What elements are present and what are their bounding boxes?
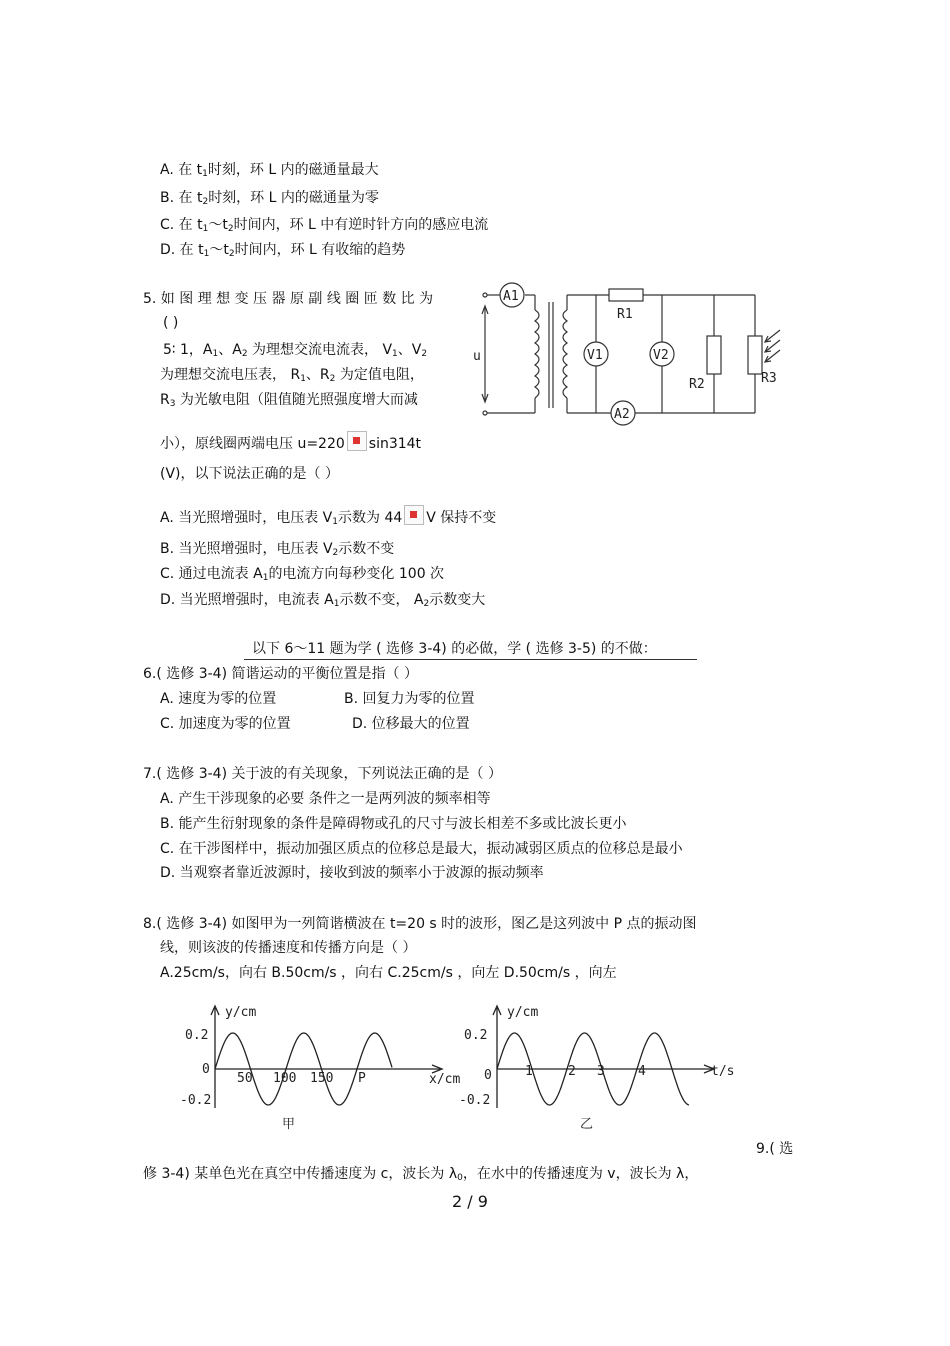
- jia-xlabel: x/cm: [429, 1072, 461, 1087]
- section-note-underline: [244, 659, 697, 660]
- ammeter-a1-label: A1: [503, 289, 519, 304]
- resistor-r2-label: R2: [689, 377, 705, 392]
- q6-stem: 6.( 选修 3-4) 简谐运动的平衡位置是指（ ）: [143, 666, 418, 682]
- voltmeter-v2-label: V2: [653, 348, 669, 363]
- jia-caption: 甲: [282, 1117, 296, 1132]
- resistor-r3-label: R3: [761, 371, 777, 386]
- yi-xtick-4: 4: [638, 1064, 646, 1079]
- q5-stem-line6: 小），原线圈两端电压 u=220 sin314t: [160, 431, 421, 453]
- q5-stem-line1: 5. 如 图 理 想 变 压 器 原 副 线 圈 匝 数 比 为: [143, 291, 434, 307]
- jia-xtick-150: 150: [310, 1071, 334, 1086]
- wave-graph-jia: [180, 1000, 470, 1135]
- q7-stem: 7.( 选修 3-4) 关于波的有关现象，下列说法正确的是（ ）: [143, 766, 502, 782]
- sqrt2-image: [404, 505, 424, 525]
- q6-option-c: C. 加速度为零的位置: [160, 716, 291, 732]
- yi-xlabel: t/s: [711, 1064, 735, 1079]
- jia-ytick-bot: -0.2: [180, 1093, 212, 1108]
- q9-stem-line2: 修 3-4) 某单色光在真空中传播速度为 c，波长为 $\lambda_0$，在水中的传播速度为 v，波长为 λ，: [143, 1166, 699, 1183]
- q4-option-a: A. 在 $t_1$时刻，环 L 内的磁通量最大: [160, 162, 379, 179]
- voltage-u-label: u: [473, 349, 481, 364]
- sqrt2-image: [347, 431, 367, 451]
- yi-xtick-2: 2: [568, 1064, 576, 1079]
- q8-stem-line2: 线，则该波的传播速度和传播方向是（ ）: [160, 940, 417, 956]
- q6-option-b: B. 回复力为零的位置: [344, 691, 475, 707]
- q7-option-c: C. 在干涉图样中，振动加强区质点的位移总是最大，振动减弱区质点的位移总是最小: [160, 841, 683, 857]
- resistor-r1-label: R1: [617, 307, 633, 322]
- q5-stem-line7: (V)，以下说法正确的是（ ）: [160, 466, 339, 482]
- q5-option-b: B. 当光照增强时，电压表 $V_2$示数不变: [160, 541, 395, 558]
- transformer-circuit-diagram: [475, 280, 795, 425]
- q6-option-d: D. 位移最大的位置: [352, 716, 470, 732]
- jia-xtick-50: 50: [237, 1071, 253, 1086]
- q5-stem-line2: ( ): [163, 315, 179, 331]
- vibration-graph-yi: [457, 1000, 747, 1135]
- yi-xtick-1: 1: [525, 1064, 533, 1079]
- q7-option-a: A. 产生干涉现象的必要 条件之一是两列波的频率相等: [160, 791, 491, 807]
- q5-stem-line4: 为理想交流电压表， $R_1$、$R_2$ 为定值电阻，: [160, 367, 424, 384]
- q5-option-a: A. 当光照增强时，电压表 $V_1$示数为 44 V 保持不变: [160, 505, 496, 531]
- yi-xtick-3: 3: [597, 1064, 605, 1079]
- yi-ylabel: y/cm: [507, 1005, 539, 1020]
- yi-caption: 乙: [580, 1117, 594, 1132]
- q5-stem-line3: 5∶ 1，$A_1$、$A_2$ 为理想交流电流表， $V_1$、$V_2$: [163, 342, 428, 359]
- q8-stem-line1: 8.( 选修 3-4) 如图甲为一列简谐横波在 t=20 s 时的波形，图乙是这列波中 P 点的振动图: [143, 916, 697, 932]
- q7-option-b: B. 能产生衍射现象的条件是障碍物或孔的尺寸与波长相差不多或比波长更小: [160, 816, 627, 832]
- jia-origin: 0: [202, 1062, 210, 1077]
- q4-option-d: D. 在 $t_1\sim t_2$时间内，环 L 有收缩的趋势: [160, 242, 406, 259]
- q8-options: A.25cm/s，向右 B.50cm/s ，向右 C.25cm/s ，向左 D.50cm/s ，向左: [160, 965, 617, 981]
- section-note: 以下 6～11 题为学 ( 选修 3-4) 的必做，学 ( 选修 3-5) 的不做：: [252, 641, 657, 657]
- q9-stem-line1: 9.( 选: [756, 1141, 794, 1157]
- q6-option-a: A. 速度为零的位置: [160, 691, 277, 707]
- q4-option-b: B. 在 $t_2$时刻，环 L 内的磁通量为零: [160, 190, 379, 207]
- voltmeter-v1-label: V1: [587, 348, 603, 363]
- yi-origin: 0: [484, 1068, 492, 1083]
- yi-ytick-bot: -0.2: [459, 1093, 491, 1108]
- jia-xtick-100: 100: [273, 1071, 297, 1086]
- ammeter-a2-label: A2: [614, 407, 630, 422]
- q5-option-c: C. 通过电流表 $A_1$的电流方向每秒变化 100 次: [160, 566, 445, 583]
- jia-ytick-top: 0.2: [185, 1028, 209, 1043]
- q5-option-d: D. 当光照增强时，电流表 $A_1$示数不变， $A_2$示数变大: [160, 592, 486, 609]
- jia-ylabel: y/cm: [225, 1005, 257, 1020]
- yi-ytick-top: 0.2: [464, 1028, 488, 1043]
- page-number: 2 / 9: [452, 1192, 488, 1211]
- jia-point-p: P: [358, 1071, 366, 1086]
- q5-stem-line5: $R_3$ 为光敏电阻（阻值随光照强度增大而减: [160, 392, 418, 409]
- q7-option-d: D. 当观察者靠近波源时，接收到波的频率小于波源的振动频率: [160, 865, 544, 881]
- q4-option-c: C. 在 $t_1\sim t_2$时间内，环 L 中有逆时针方向的感应电流: [160, 217, 489, 234]
